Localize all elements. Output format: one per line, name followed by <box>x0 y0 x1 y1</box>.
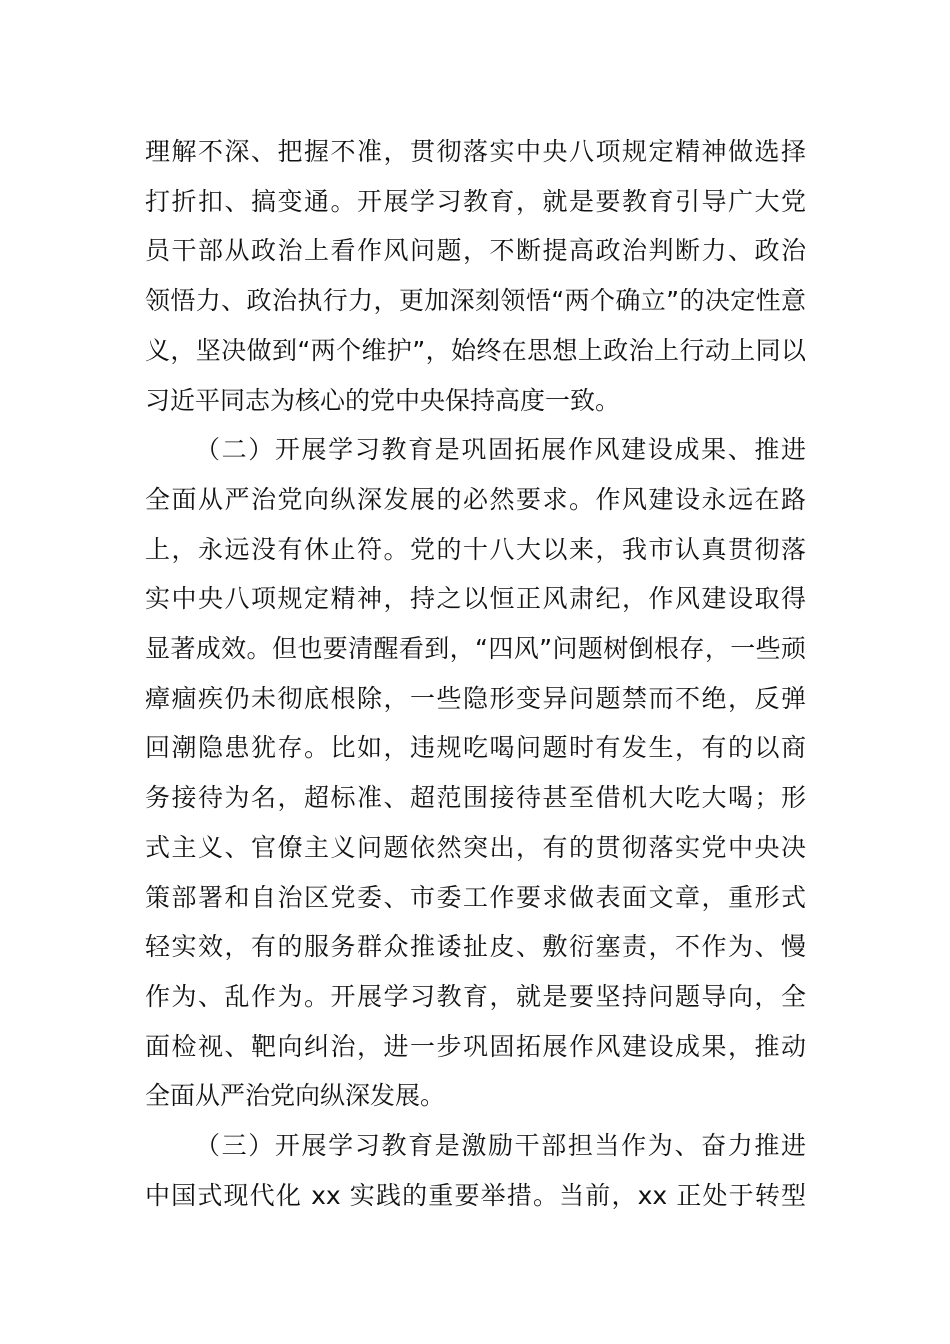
text-line: 习近平同志为核心的党中央保持高度一致。 <box>145 385 621 415</box>
text-line: 轻实效，有的服务群众推诿扯皮、敷衍塞责，不作为、慢 <box>145 932 806 962</box>
text-line: 式主义、官僚主义问题依然突出，有的贯彻落实党中央决 <box>145 832 806 862</box>
text-line: 中国式现代化 xx 实践的重要举措。当前，xx 正处于转型 <box>145 1180 806 1210</box>
paragraph-section-3 <box>145 1121 806 1220</box>
text-line: 实中央八项规定精神，持之以恒正风肃纪，作风建设取得 <box>145 584 806 614</box>
text-line: 上，永远没有休止符。党的十八大以来，我市认真贯彻落 <box>145 534 806 564</box>
document-body <box>145 127 806 1220</box>
text-line: 瘴痼疾仍未彻底根除，一些隐形变异问题禁而不绝，反弹 <box>145 683 806 713</box>
text-line: 理解不深、把握不准，贯彻落实中央八项规定精神做选择 <box>145 137 806 166</box>
text-line: 全面从严治党向纵深发展的必然要求。作风建设永远在路 <box>145 484 806 514</box>
text-line: 领悟力、政治执行力，更加深刻领悟“两个确立”的决定性意 <box>145 286 806 316</box>
text-line: 义，坚决做到“两个维护”，始终在思想上政治上行动上同以 <box>145 335 806 365</box>
text-line: 全面从严治党向纵深发展。 <box>145 1081 446 1111</box>
text-line: 面检视、靶向纠治，进一步巩固拓展作风建设成果，推动 <box>145 1031 806 1061</box>
text-line: 策部署和自治区党委、市委工作要求做表面文章，重形式 <box>145 882 806 912</box>
paragraph-section-2 <box>145 425 806 1121</box>
section-heading-line: （二）开展学习教育是巩固拓展作风建设成果、推进 <box>195 435 806 465</box>
text-line: 显著成效。但也要清醒看到，“四风”问题树倒根存，一些顽 <box>145 634 806 664</box>
text-line: 打折扣、搞变通。开展学习教育，就是要教育引导广大党 <box>145 186 806 216</box>
text-line: 员干部从政治上看作风问题，不断提高政治判断力、政治 <box>145 236 806 266</box>
paragraph-continued <box>145 127 806 425</box>
section-heading-line: （三）开展学习教育是激励干部担当作为、奋力推进 <box>195 1131 806 1161</box>
text-line: 务接待为名，超标准、超范围接待甚至借机大吃大喝；形 <box>145 783 806 813</box>
text-line: 回潮隐患犹存。比如，违规吃喝问题时有发生，有的以商 <box>145 733 806 763</box>
text-line: 作为、乱作为。开展学习教育，就是要坚持问题导向，全 <box>145 981 806 1011</box>
